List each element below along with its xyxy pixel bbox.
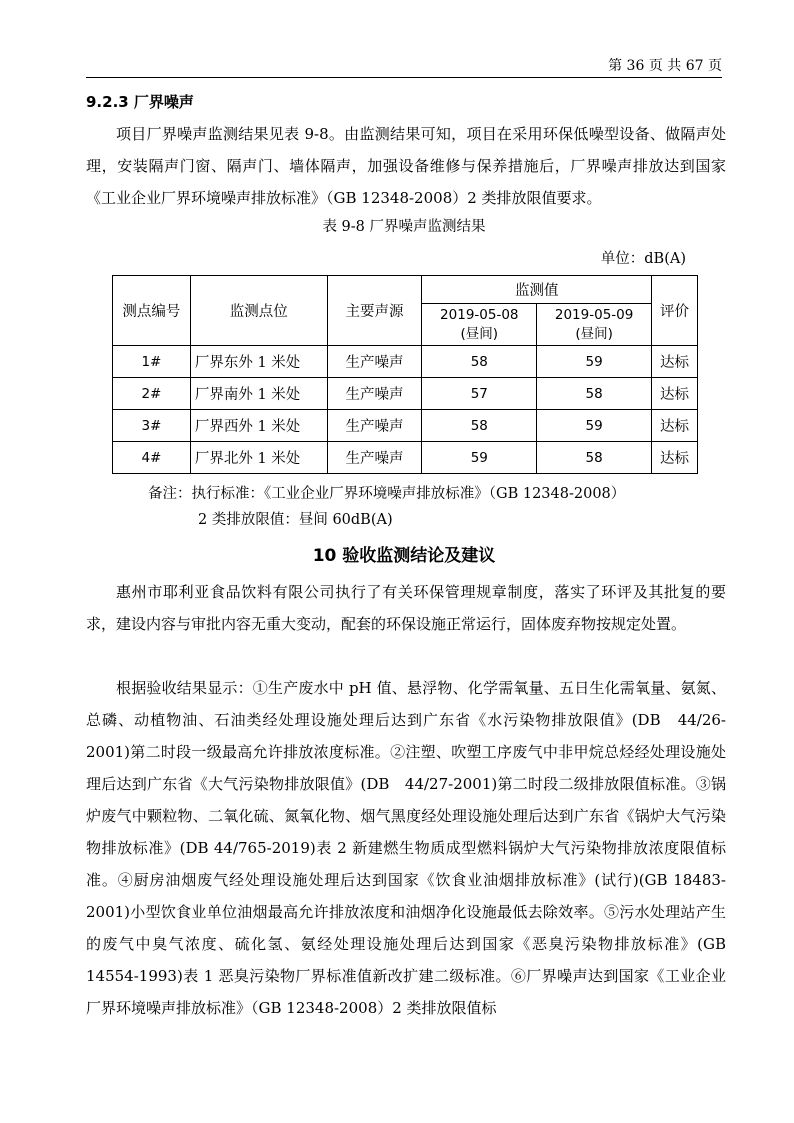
cell-point-id: 3# <box>113 410 191 442</box>
cell-evaluation: 达标 <box>652 346 698 378</box>
cell-value-day1: 57 <box>422 378 537 410</box>
cell-location: 厂界北外 1 米处 <box>190 442 327 474</box>
cell-source: 生产噪声 <box>327 346 422 378</box>
header-date1-note: (昼间) <box>460 325 499 342</box>
noise-results-table <box>112 275 698 474</box>
cell-point-id: 4# <box>113 442 191 474</box>
table-unit-label: 单位：dB(A) <box>600 251 686 267</box>
table-header-row <box>113 276 698 304</box>
header-date2 <box>537 304 652 346</box>
section-intro-paragraph: 项目厂界噪声监测结果见表 9-8。由监测结果可知，项目在采用环保低噪型设备、做隔声处理，安装隔声门窗、隔声门、墙体隔声，加强设备维修与保养措施后，厂界噪声排放达到国家《工业企业厂界环境噪声排放标准》（GB 12348-2008）2 类排放限值要求。 <box>86 125 726 207</box>
cell-point-id: 2# <box>113 378 191 410</box>
header-date2-value: 2019-05-09 <box>554 306 634 323</box>
conclusion-paragraph-1: 惠州市耶利亚食品饮料有限公司执行了有关环保管理规章制度，落实了环评及其批复的要求，建设内容与审批内容无重大变动，配套的环保设施正常运行，固体废弃物按规定处置。 <box>86 583 726 633</box>
header-date1-value: 2019-05-08 <box>440 306 519 323</box>
conclusion-paragraph-2: 根据验收结果显示：①生产废水中 pH 值、悬浮物、化学需氧量、五日生化需氧量、氨氮、总磷、动植物油、石油类经处理设施处理后达到广东省《水污染物排放限值》(DB 44/26-2001)第二时段一级最高允许排放浓度标准。②注塑、吹塑工序废气中非甲烷总烃经处理设施处理后达到广东省《大气污染物排放限值》(DB 44/27-2001)第二时段二级排放限值标准。③锅炉废气中颗粒物、二氧化硫、氮氧化物、烟气黑度经处理设施处理后达到广东省《锅炉大气污染物排放标准》(DB 44/765-2019)表 2 新建燃生物质成型燃料锅炉大气污染物排放浓度限值标准。④厨房油烟废气经处理设施处理后达到国家《饮食业油烟排放标准》(试行)(GB 18483-2001)小型饮食业单位油烟最高允许排放浓度和油烟净化设施最低去除效率。⑤污水处理站产生的废气中臭气浓度、硫化氢、氨经处理设施处理后达到国家《恶臭污染物排放标准》(GB 14554-1993)表 1 恶臭污染物厂界标准值新改扩建二级标准。⑥厂界噪声达到国家《工业企业厂界环境噪声排放标准》（GB 12348-2008）2 类排放限值标 <box>86 679 742 1017</box>
cell-source: 生产噪声 <box>327 442 422 474</box>
cell-value-day2: 58 <box>537 442 652 474</box>
cell-evaluation: 达标 <box>652 442 698 474</box>
header-date2-note: (昼间) <box>575 325 613 342</box>
section-heading: 9.2.3 厂界噪声 <box>86 93 194 111</box>
cell-source: 生产噪声 <box>327 410 422 442</box>
table-caption: 表 9-8 厂界噪声监测结果 <box>322 219 486 235</box>
cell-evaluation: 达标 <box>652 378 698 410</box>
cell-value-day1: 58 <box>422 410 537 442</box>
header-location: 监测点位 <box>190 276 327 346</box>
header-evaluation: 评价 <box>652 276 698 346</box>
table-row <box>113 378 698 410</box>
page-header <box>86 55 722 78</box>
header-point-id: 测点编号 <box>113 276 191 346</box>
cell-value-day1: 59 <box>422 442 537 474</box>
table-row <box>113 346 698 378</box>
cell-location: 厂界南外 1 米处 <box>190 378 327 410</box>
table-remark-standard: 备注：执行标准：《工业企业厂界环境噪声排放标准》（GB 12348-2008） <box>148 486 626 502</box>
cell-evaluation: 达标 <box>652 410 698 442</box>
cell-location: 厂界东外 1 米处 <box>190 346 327 378</box>
cell-value-day2: 58 <box>537 378 652 410</box>
table-row <box>113 442 698 474</box>
page-number-label: 第 36 页 共 67 页 <box>608 58 722 74</box>
cell-value-day2: 59 <box>537 410 652 442</box>
cell-value-day2: 59 <box>537 346 652 378</box>
header-date1 <box>422 304 537 346</box>
header-monitor-value: 监测值 <box>422 276 652 304</box>
cell-point-id: 1# <box>113 346 191 378</box>
cell-value-day1: 58 <box>422 346 537 378</box>
chapter-heading: 10 验收监测结论及建议 <box>312 546 496 566</box>
cell-location: 厂界西外 1 米处 <box>190 410 327 442</box>
table-remark-limit: 2 类排放限值：昼间 60dB(A) <box>198 512 393 528</box>
cell-source: 生产噪声 <box>327 378 422 410</box>
header-source: 主要声源 <box>327 276 422 346</box>
table-row <box>113 410 698 442</box>
